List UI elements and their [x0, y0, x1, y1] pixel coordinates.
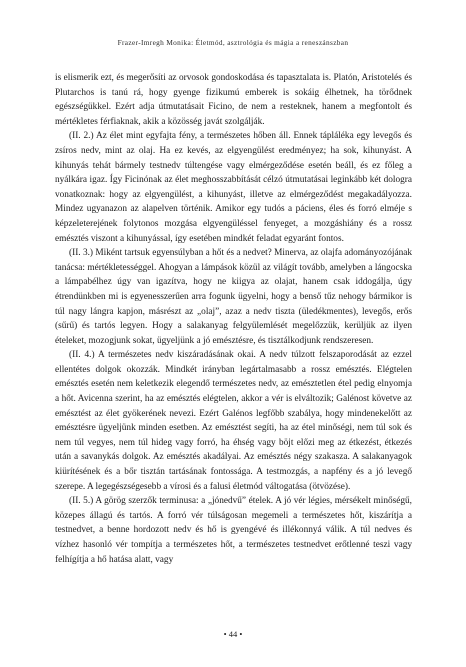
paragraph-II-3: (II. 3.) Miként tartsuk egyensúlyban a hőt és a nedvet? Minerva, az olajfa adományozójának tanácsa: mértékletességgel. Ahogyan a lámpások közül az világít tovább, amelyben a lángocska a lámpabélhez úgy van igazítva, hogy ne kiigya az olajat, hanem csak iddogálja, úgy étrendünkben mi is egyenesszerűen arra fogunk ügyelni, hogy a benső tűz nehogy bármikor is túl nagy lángra kapjon, másrészt az „olaj”, azaz a nedv tiszta (üledékmentes), levegős, erős (sűrű) és tartós legyen. Hogy a salakanyag felgyülemlését megelőzzük, kerüljük az ilyen ételeket, mozogjunk sokat, ügyeljünk a jó emésztésre, és tisztálkodjunk rendszeresen.: [55, 248, 412, 346]
paragraph-continued: is elismerik ezt, és megerősíti az orvosok gondoskodása és tapasztalata is. Platón, Aristotelés és Plutarchos is tanú rá, hogy gyenge fizikumú emberek is sokáig élhetnek, ha törődnek egészségükkel. Ezért adja útmutatásait Ficino, de nem a resteknek, hanem a megfontolt és mértékletes férfiaknak, akik a közösség javát szolgálják.: [55, 73, 412, 127]
running-header: Frazer-Imregh Monika: Életmód, asztrológia és mágia a reneszánszban: [117, 38, 349, 47]
paragraph-II-2: (II. 2.) Az élet mint egyfajta fény, a természetes hőben áll. Ennek tápláléka egy levegős és zsíros nedv, mint az olaj. Ha ez kevés, az elgyengülést eredményez; ha sok, kihunyást. A kihunyás tehát bármely testnedv túltengése vagy elmérgeződése esetén beáll, és ez főleg a nyálkára igaz. Így Ficinónak az élet meghosszabbítását célzó útmutatásai leginkább két dologra vonatkoznak: hogy az elgyengülést, a kihunyást, illetve az elmérgeződést megakadályozza. Mindez ugyanazon az alapelven történik. Amikor egy tudós a páciens, éles és forró elméje s képzeleterejének folytonos mozgása elgyengüléssel fenyeget, a mozgáshiány és a rossz emésztés viszont a kihunyással, így esetében mindkét feladat egyaránt fontos.: [55, 131, 412, 244]
page-number: • 44 •: [223, 629, 243, 639]
paragraph-II-5: (II. 5.) A görög szerzők terminusa: a „jónedvű” ételek. A jó vér légies, mérsékelt minőségű, közepes állagú és tartós. A forró vér túlságosan megemeli a természetes hőt, kiszárítja a testnedvet, a benne hordozott nedv és hő is gyengévé és illékonnyá válik. A túl nedves és vízhez hasonló vér tompítja a természetes hőt, a természetes testnedvet erőtlenné teszi vagy felhígítja a hő hatása alatt, vagy: [55, 496, 412, 565]
paragraph-II-4: (II. 4.) A természetes nedv kiszáradásának okai. A nedv túlzott felszaporodását az ezzel ellentétes dolgok okozzák. Mindkét irányban legártalmasabb a rossz emésztés. Elégtelen emésztés esetén nem keletkezik elegendő természetes nedv, az emésztetlen étel pedig elnyomja a hőt. Avicenna szerint, ha az emésztés elégtelen, akkor a vér is elváltozik; Galénost követve az emésztést az élet gyökerének nevezi. Ezért Galénos legfőbb szabálya, hogy mindenekelőtt az emésztésre ügyeljünk minden esetben. Az emésztést segíti, ha az étel minőségi, nem túl sok és nem túl vegyes, nem túl hideg vagy forró, ha éhség vagy böjt előzi meg az étkezést, étkezés után a savanykás dolgok. Az emésztés akadályai. Az emésztés négy szakasza. A salakanyagok kiürítésének és a bőr tisztán tartásának fontossága. A testmozgás, a napfény és a jó levegő szerepe. A legegészségesebb a vírosi és a falusi életmód váltogatása (ötvözése).: [55, 350, 412, 492]
body-text: [55, 71, 412, 567]
